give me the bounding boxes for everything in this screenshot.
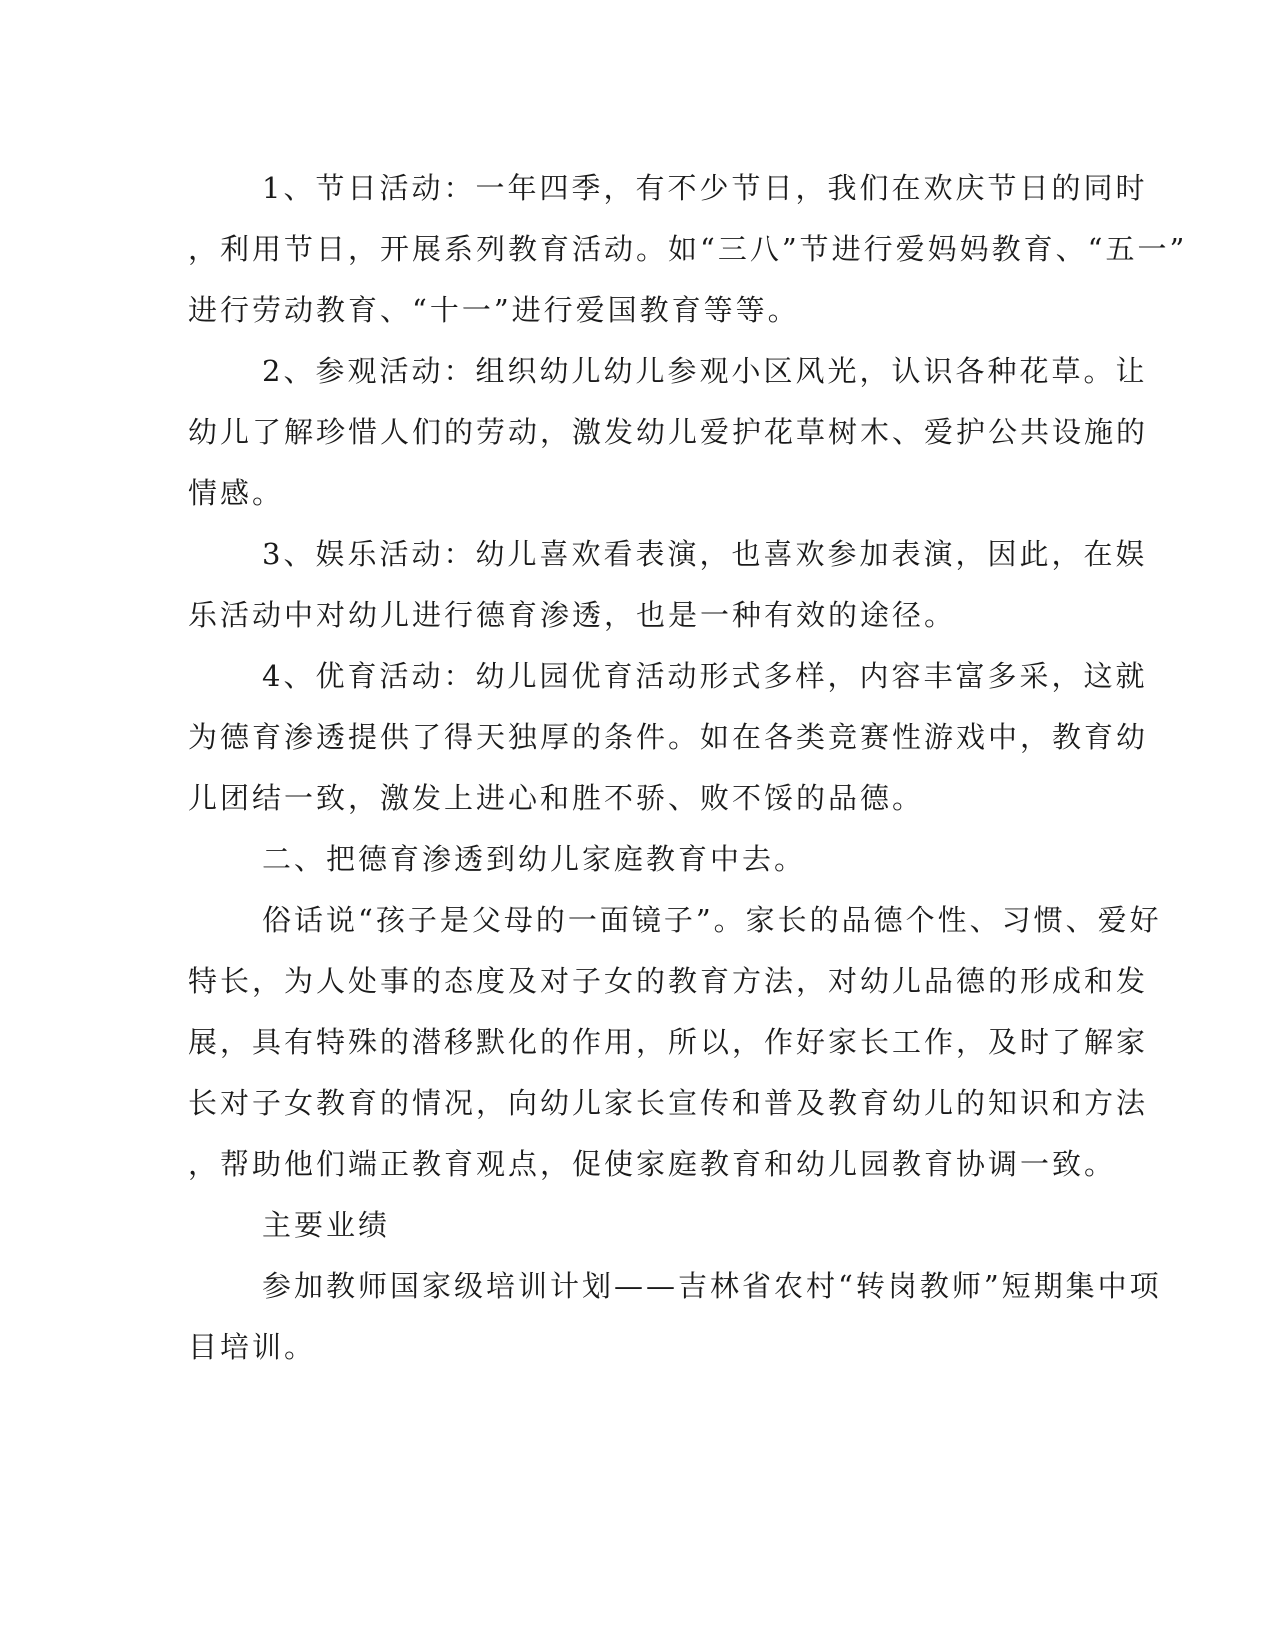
text-line: 1、节日活动：一年四季，有不少节日，我们在欢庆节日的同时 bbox=[262, 171, 1148, 205]
paragraph-family-education bbox=[188, 890, 1162, 1195]
document-body bbox=[188, 158, 1188, 1378]
text-line: 情感。 bbox=[188, 476, 285, 510]
text-line: 3、娱乐活动：幼儿喜欢看表演，也喜欢参加表演，因此，在娱 bbox=[262, 537, 1148, 571]
text-line: 俗话说“孩子是父母的一面镜子”。家长的品德个性、习惯、爱好 bbox=[262, 903, 1162, 937]
text-line: 儿团结一致，激发上进心和胜不骄、败不馁的品德。 bbox=[188, 781, 925, 815]
text-line: ，帮助他们端正教育观点，促使家庭教育和幼儿园教育协调一致。 bbox=[188, 1147, 1117, 1181]
paragraph-entertainment-activities bbox=[188, 524, 1148, 646]
text-line: 主要业绩 bbox=[262, 1208, 391, 1242]
paragraph-festival-activities bbox=[188, 158, 1188, 341]
paragraph-education-activities bbox=[188, 646, 1149, 829]
text-line: 二、把德育渗透到幼儿家庭教育中去。 bbox=[262, 842, 807, 876]
paragraph-training bbox=[188, 1256, 1162, 1378]
text-line: 4、优育活动：幼儿园优育活动形式多样，内容丰富多采，这就 bbox=[262, 659, 1148, 693]
text-line: 幼儿了解珍惜人们的劳动，激发幼儿爱护花草树木、爱护公共设施的 bbox=[188, 415, 1149, 449]
text-line: 2、参观活动：组织幼儿幼儿参观小区风光，认识各种花草。让 bbox=[262, 354, 1148, 388]
text-line: 展，具有特殊的潜移默化的作用，所以，作好家长工作，及时了解家 bbox=[188, 1025, 1149, 1059]
text-line: 进行劳动教育、“十一”进行爱国教育等等。 bbox=[188, 293, 800, 327]
text-line: 为德育渗透提供了得天独厚的条件。如在各类竞赛性游戏中，教育幼 bbox=[188, 720, 1149, 754]
paragraph-visit-activities bbox=[188, 341, 1149, 524]
text-line: 长对子女教育的情况，向幼儿家长宣传和普及教育幼儿的知识和方法 bbox=[188, 1086, 1149, 1120]
text-line: 特长，为人处事的态度及对子女的教育方法，对幼儿品德的形成和发 bbox=[188, 964, 1149, 998]
section-heading-achievements bbox=[188, 1195, 1076, 1256]
section-heading-family-education bbox=[188, 829, 1076, 890]
text-line: ，利用节日，开展系列教育活动。如“三八”节进行爱妈妈教育、“五一” bbox=[188, 232, 1188, 266]
text-line: 乐活动中对幼儿进行德育渗透，也是一种有效的途径。 bbox=[188, 598, 957, 632]
text-line: 目培训。 bbox=[188, 1330, 317, 1364]
text-line: 参加教师国家级培训计划——吉林省农村“转岗教师”短期集中项 bbox=[262, 1269, 1162, 1303]
